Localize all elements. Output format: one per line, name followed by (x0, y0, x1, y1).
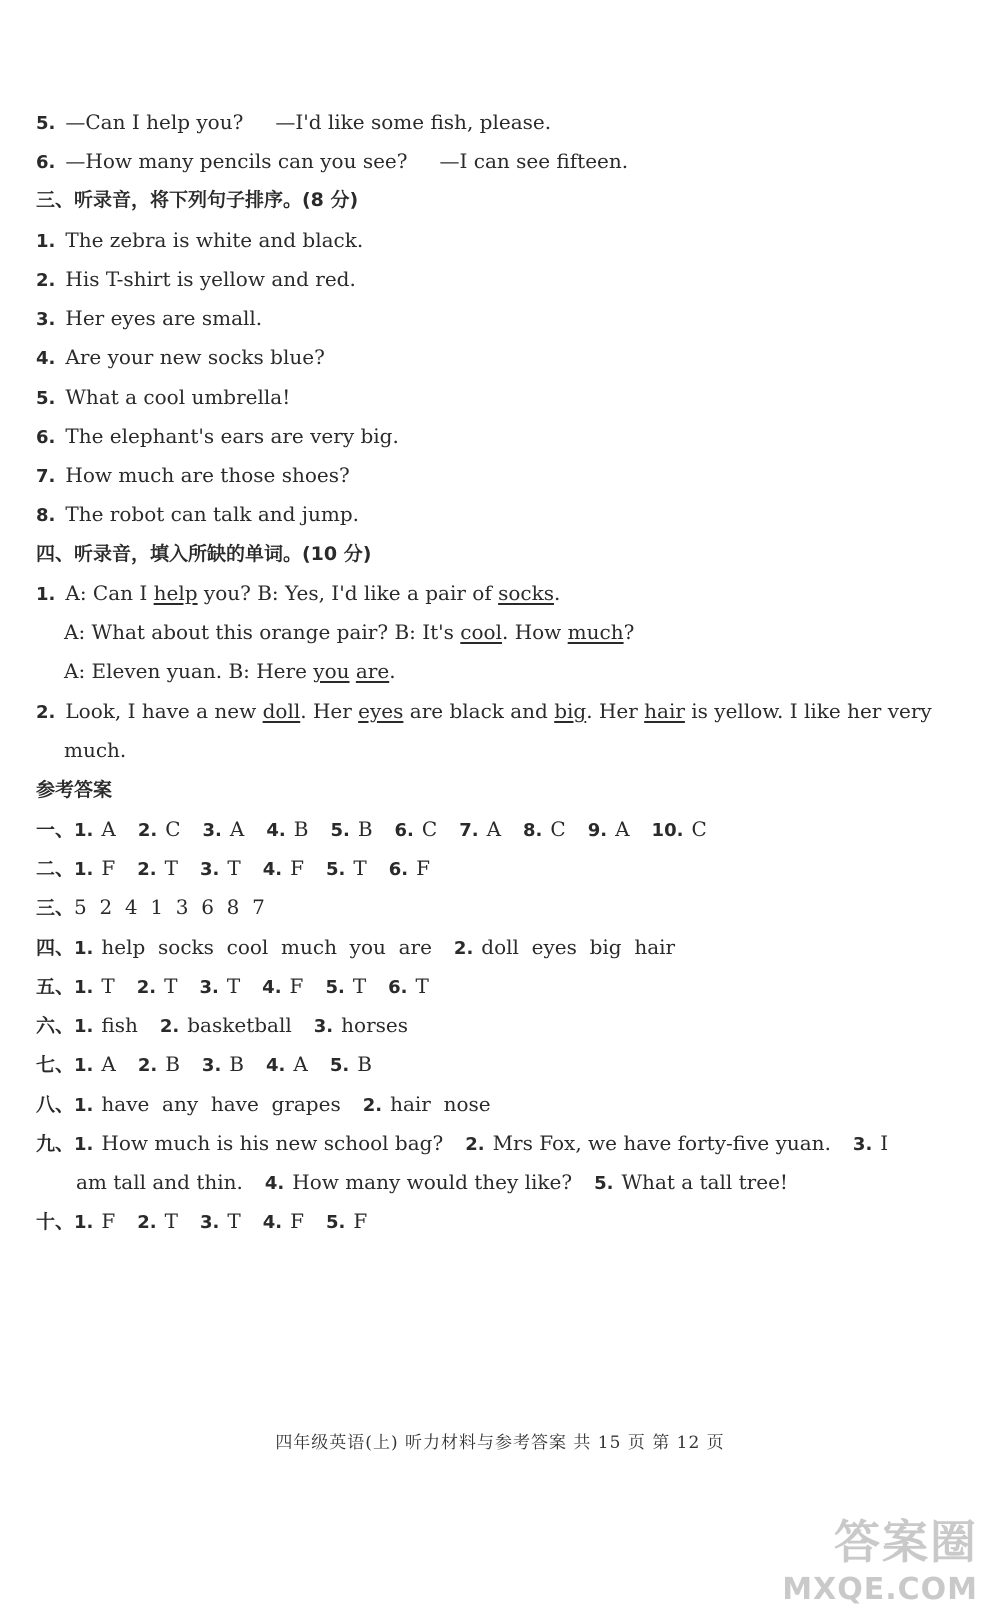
answer-row-label: 二、 (36, 858, 75, 880)
answer-row (36, 1050, 394, 1080)
blank-answer: are (355, 659, 390, 683)
answer-token (389, 856, 430, 880)
answer-number: 4. (264, 1173, 285, 1194)
answer-number: 10. (651, 820, 684, 841)
answer-value: hair nose (390, 1092, 491, 1116)
answer-number: 3. (313, 1016, 334, 1037)
answer-token (74, 817, 116, 841)
answer-value: Mrs Fox, we have forty-five yuan. (492, 1131, 831, 1155)
answer-token (74, 1209, 115, 1233)
answer-number: 2. (465, 1134, 485, 1155)
answer-token (262, 974, 303, 998)
answer-value: What a tall tree! (621, 1170, 788, 1194)
answer-value: B (357, 1052, 372, 1076)
answer-value: doll eyes big hair (481, 935, 676, 959)
answer-token (74, 1013, 138, 1037)
answer-row-9-line1: 九、1. How much is his new school bag? 2. Mrs Fox, we have forty-five yuan. 3. I (36, 1131, 889, 1155)
answer-number: 2. (362, 1095, 383, 1116)
answer-number: 5. (325, 977, 345, 998)
answer-token (74, 856, 115, 880)
answer-token (203, 817, 245, 841)
answer-number: 6. (388, 859, 409, 880)
answer-value: basketball (187, 1013, 292, 1037)
answer-value: A (293, 1052, 308, 1076)
answer-value: T (164, 974, 178, 998)
answer-token (314, 1013, 408, 1037)
answer-number: 3. (200, 1212, 220, 1233)
answer-token (326, 856, 367, 880)
list-item: 7. How much are those shoes? (36, 463, 350, 487)
answer-token (76, 1170, 243, 1194)
answer-value: fish (101, 1013, 138, 1037)
answer-value: I (880, 1131, 889, 1155)
list-item: 8. The robot can talk and jump. (36, 502, 359, 526)
answer-number: 7. (459, 820, 479, 841)
answer-value: help socks cool much you are (101, 935, 432, 959)
answer-row-label: 三、 (36, 897, 75, 919)
answer-value: B (229, 1052, 244, 1076)
answer-token (138, 817, 181, 841)
answer-value: C (550, 817, 566, 841)
fill-line: much. (64, 738, 127, 762)
answer-token (137, 856, 178, 880)
answer-token (652, 817, 707, 841)
answer-value: T (227, 1209, 241, 1233)
answer-value: T (226, 974, 241, 998)
answer-row (36, 933, 697, 963)
answer-token (465, 1131, 831, 1155)
answer-token (160, 1013, 292, 1037)
answer-value: F (101, 856, 116, 880)
list-item: 6. The elephant's ears are very big. (36, 424, 399, 448)
answer-row (36, 893, 287, 922)
dialogue-line: 6. —How many pencils can you see? —I can see fifteen. (36, 149, 629, 173)
blank-answer: you (313, 659, 350, 683)
blank-answer: eyes (358, 699, 404, 723)
answer-token (454, 935, 675, 959)
answer-value: C (421, 817, 438, 841)
answer-token (74, 895, 265, 919)
answer-value: F (416, 856, 430, 880)
answer-value: 5 2 4 1 3 6 8 7 (74, 895, 265, 919)
answer-value: C (165, 817, 181, 841)
answer-value: C (691, 817, 707, 841)
answer-value: How many would they like? (292, 1170, 573, 1194)
list-item: 2. His T-shirt is yellow and red. (36, 267, 356, 291)
answer-row-label: 六、 (36, 1015, 75, 1037)
answer-token (137, 1209, 178, 1233)
answer-token (266, 1052, 308, 1076)
answer-value: F (289, 974, 304, 998)
answer-value: B (293, 817, 309, 841)
answer-value: A (101, 1052, 116, 1076)
answer-number: 1. (74, 1212, 94, 1233)
answer-value: T (353, 856, 367, 880)
answer-token (594, 1170, 788, 1194)
answer-token (202, 1052, 244, 1076)
answer-value: T (164, 1209, 178, 1233)
list-item: 1. The zebra is white and black. (36, 228, 364, 252)
answer-number: 3. (201, 1055, 222, 1076)
answer-number: 4. (262, 977, 282, 998)
answer-number: 1. (74, 1055, 94, 1076)
answer-row-label: 十、 (36, 1211, 75, 1233)
answer-number: 1. (74, 820, 94, 841)
answer-token (74, 1092, 341, 1116)
answer-value: F (353, 1209, 368, 1233)
answer-number: 3. (202, 820, 222, 841)
fill-line: 2. Look, I have a new doll. Her eyes are black and big. Her hair is yellow. I like her very (36, 699, 932, 723)
answer-row (36, 1090, 513, 1120)
answer-number: 5. (594, 1173, 614, 1194)
answer-value: F (290, 856, 304, 880)
answer-number: 8. (523, 820, 543, 841)
answer-value: B (165, 1052, 180, 1076)
answer-value: How much is his new school bag? (101, 1131, 444, 1155)
answer-value: T (164, 856, 178, 880)
answer-number: 1. (74, 938, 94, 959)
answer-number: 4. (262, 859, 283, 880)
section-3-title: 三、听录音，将下列句子排序。(8 分) (36, 189, 359, 211)
answer-value: A (101, 817, 116, 841)
answer-number: 5. (330, 820, 350, 841)
answer-token (330, 1052, 372, 1076)
answer-row (36, 1207, 389, 1237)
answer-number: 1. (74, 1016, 94, 1037)
answer-value: horses (341, 1013, 408, 1037)
answer-number: 6. (388, 977, 408, 998)
answer-number: 5. (329, 1055, 350, 1076)
answer-number: 1. (74, 977, 94, 998)
page-footer: 四年级英语(上) 听力材料与参考答案 共 15 页 第 12 页 (275, 1433, 725, 1453)
answer-token (200, 856, 241, 880)
answer-value: have any have grapes (101, 1092, 341, 1116)
answer-value: T (101, 974, 115, 998)
watermark-logo: 答案圈 MXQE.COM (782, 1515, 978, 1607)
answer-number: 2. (137, 1212, 157, 1233)
answer-number: 3. (200, 859, 220, 880)
answer-value: A (229, 817, 245, 841)
answer-number: 2. (453, 938, 474, 959)
list-item: 5. What a cool umbrella! (36, 385, 291, 409)
answer-token (395, 817, 438, 841)
answer-token (200, 1209, 241, 1233)
answer-token (588, 817, 630, 841)
answer-token (266, 817, 308, 841)
answer-token (459, 817, 501, 841)
fill-line: 1. A: Can I help you? B: Yes, I'd like a pair of socks. (36, 581, 561, 605)
answer-token (853, 1131, 888, 1155)
answer-row (36, 854, 452, 884)
blank-answer: socks (498, 581, 554, 605)
list-item: 4. Are your new socks blue? (36, 345, 325, 369)
answer-token (263, 856, 304, 880)
answer-row-label: 八、 (36, 1094, 75, 1116)
list-item: 3. Her eyes are small. (36, 306, 263, 330)
blank-answer: help (153, 581, 198, 605)
answer-number: 2. (137, 859, 157, 880)
fill-line: A: What about this orange pair? B: It's cool. How much? (64, 620, 635, 644)
answer-value: F (290, 1209, 304, 1233)
answer-token (523, 817, 566, 841)
answer-token (74, 935, 432, 959)
fill-line: A: Eleven yuan. B: Here you are. (64, 659, 396, 683)
answer-token (199, 974, 240, 998)
answer-row (36, 1011, 430, 1041)
section-4-title: 四、听录音，填入所缺的单词。(10 分) (36, 543, 372, 565)
answer-value: F (101, 1209, 116, 1233)
answer-number: 2. (159, 1016, 180, 1037)
answer-number: 4. (262, 1212, 283, 1233)
answer-number: 5. (325, 1212, 346, 1233)
answer-value: A (615, 817, 630, 841)
answer-value: B (357, 817, 373, 841)
answer-value: T (415, 974, 429, 998)
answer-token (138, 1052, 180, 1076)
answer-number: 1. (74, 1134, 94, 1155)
dialogue-line: 5. —Can I help you? —I'd like some fish, please. (36, 110, 552, 134)
answer-number: 4. (266, 820, 286, 841)
answer-row-9-line2 (76, 1168, 810, 1198)
answer-value: am tall and thin. (76, 1170, 243, 1194)
answer-row (36, 815, 729, 845)
answer-number: 3. (199, 977, 219, 998)
answer-number: 1. (74, 1095, 94, 1116)
blank-answer: hair (644, 699, 685, 723)
answer-row (36, 972, 451, 1002)
blank-answer: big (554, 699, 587, 723)
answer-number: 6. (394, 820, 414, 841)
answer-token (325, 974, 366, 998)
answer-number: 2. (137, 1055, 158, 1076)
answer-token (263, 1209, 304, 1233)
answer-token (330, 817, 372, 841)
answer-number: 4. (266, 1055, 286, 1076)
answer-number: 5. (325, 859, 346, 880)
answer-value: A (486, 817, 502, 841)
answer-number: 2. (137, 820, 158, 841)
answer-token (74, 1052, 116, 1076)
answer-token (265, 1170, 572, 1194)
answer-token (137, 974, 178, 998)
answer-row-label: 一、 (36, 819, 75, 841)
answer-row-label: 四、 (36, 937, 75, 959)
answer-number: 9. (587, 820, 608, 841)
answer-token (74, 974, 115, 998)
answer-token (326, 1209, 367, 1233)
blank-answer: cool (460, 620, 502, 644)
answer-number: 3. (852, 1134, 873, 1155)
answer-token (388, 974, 429, 998)
answer-row-label: 五、 (36, 976, 75, 998)
answer-token (74, 1131, 443, 1155)
answer-value: T (227, 856, 241, 880)
answer-number: 2. (136, 977, 157, 998)
blank-answer: doll (262, 699, 301, 723)
answer-token (363, 1092, 491, 1116)
answer-number: 1. (74, 859, 94, 880)
answers-title: 参考答案 (36, 779, 113, 801)
answer-value: T (352, 974, 367, 998)
blank-answer: much (567, 620, 624, 644)
answer-row-label: 七、 (36, 1054, 75, 1076)
